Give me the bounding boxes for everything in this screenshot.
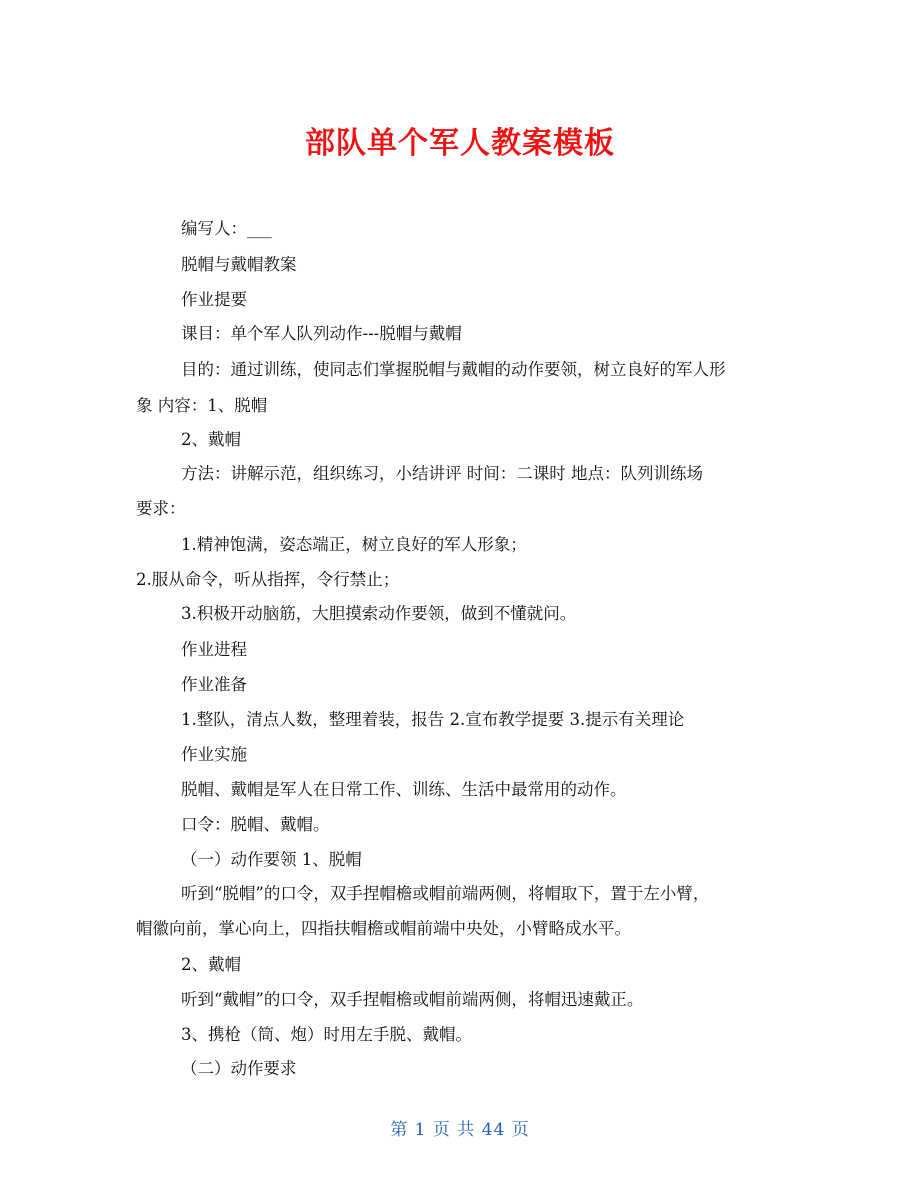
list-item: 2.服从命令，听从指挥，令行禁止；	[136, 570, 400, 589]
section-heading: 作业提要	[181, 290, 247, 309]
author-line: 编写人：___	[181, 219, 272, 238]
paragraph-line: 方法：讲解示范，组织练习，小结讲评 时间：二课时 地点：队列训练场	[181, 464, 703, 483]
paragraph-line: 2、戴帽	[181, 430, 241, 449]
paragraph-line: 目的：通过训练，使同志们掌握脱帽与戴帽的动作要领，树立良好的军人形	[181, 360, 726, 379]
document-title: 部队单个军人教案模板	[305, 126, 615, 161]
section-heading: 作业准备	[181, 675, 247, 694]
paragraph-line: 1.整队，清点人数，整理着装，报告 2.宣布教学提要 3.提示有关理论	[181, 710, 685, 729]
paragraph-line: 3、携枪（筒、炮）时用左手脱、戴帽。	[181, 1025, 472, 1044]
paragraph-line: （一）动作要领 1、脱帽	[181, 850, 362, 869]
paragraph-line: 口令：脱帽、戴帽。	[181, 815, 330, 834]
paragraph-line: （二）动作要求	[181, 1059, 297, 1078]
paragraph-line: 帽徽向前，掌心向上，四指扶帽檐或帽前端中央处，小臂略成水平。	[136, 919, 631, 938]
paragraph-line: 象 内容：1、脱帽	[136, 396, 268, 415]
paragraph-line: 课目：单个军人队列动作---脱帽与戴帽	[181, 324, 462, 343]
paragraph-line: 2、戴帽	[181, 955, 241, 974]
paragraph-line: 听到“戴帽”的口令，双手捏帽檐或帽前端两侧，将帽迅速戴正。	[181, 990, 644, 1009]
page-number-footer: 第 1 页 共 44 页	[390, 1120, 530, 1140]
paragraph-line: 脱帽、戴帽是军人在日常工作、训练、生活中最常用的动作。	[181, 780, 627, 799]
list-item: 3.积极开动脑筋，大胆摸索动作要领，做到不懂就问。	[181, 604, 577, 623]
paragraph-line: 要求：	[136, 499, 186, 518]
lesson-name: 脱帽与戴帽教案	[181, 255, 297, 274]
paragraph-line: 听到“脱帽”的口令，双手捏帽檐或帽前端两侧，将帽取下，置于左小臂，	[181, 884, 710, 903]
section-heading: 作业进程	[181, 640, 247, 659]
list-item: 1.精神饱满，姿态端正，树立良好的军人形象；	[181, 535, 527, 554]
section-heading: 作业实施	[181, 745, 247, 764]
